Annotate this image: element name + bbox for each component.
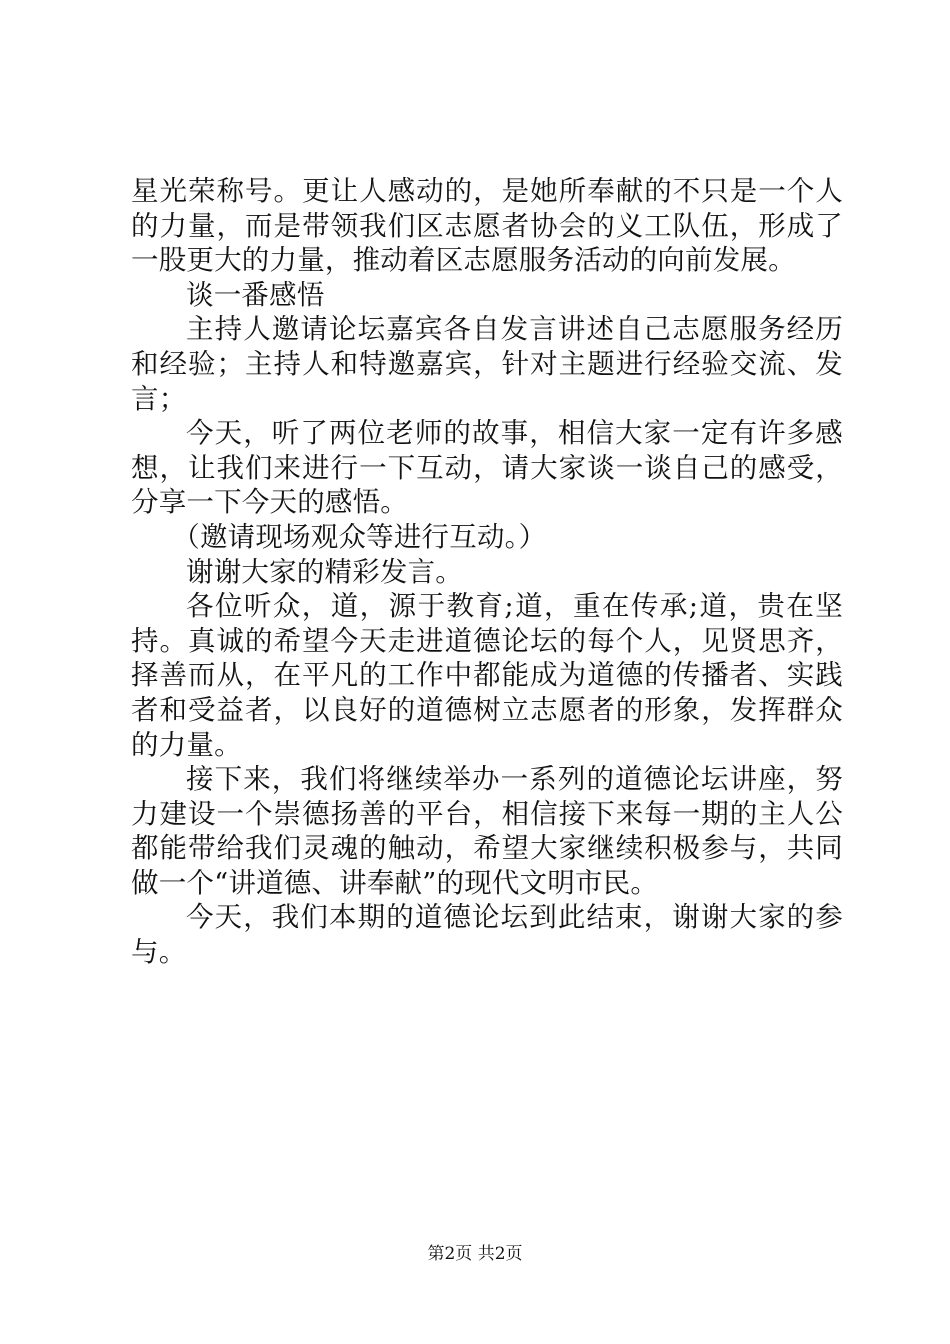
paragraph: 接下来，我们将继续举办一系列的道德论坛讲座，努力建设一个崇德扬善的平台，相信接下来每一期的主人公都能带给我们灵魂的触动，希望大家继续积极参与，共同做一个“讲道德、讲奉献”的现代文明市民。	[131, 763, 843, 899]
paragraph: 今天，我们本期的道德论坛到此结束，谢谢大家的参与。	[131, 901, 843, 969]
document-body	[131, 174, 843, 970]
section-heading: 谈一番感悟	[186, 278, 325, 311]
paragraph: 谢谢大家的精彩发言。	[186, 555, 463, 588]
paragraph-continuation: 星光荣称号。更让人感动的，是她所奉献的不只是一个人的力量，而是带领我们区志愿者协会的义工队伍，形成了一股更大的力量，推动着区志愿服务活动的向前发展。	[131, 175, 843, 277]
paragraph-note: （邀请现场观众等进行互动。）	[172, 520, 547, 553]
page-number: 第2页 共2页	[427, 1244, 523, 1264]
paragraph: 今天，听了两位老师的故事，相信大家一定有许多感想，让我们来进行一下互动，请大家谈一谈自己的感受，分享一下今天的感悟。	[131, 417, 843, 519]
paragraph: 各位听众，道，源于教育;道，重在传承;道，贵在坚持。真诚的希望今天走进道德论坛的每个人，见贤思齐，择善而从，在平凡的工作中都能成为道德的传播者、实践者和受益者，以良好的道德树立志愿者的形象，发挥群众的力量。	[131, 590, 843, 761]
paragraph: 主持人邀请论坛嘉宾各自发言讲述自己志愿服务经历和经验；主持人和特邀嘉宾，针对主题进行经验交流、发言；	[131, 313, 843, 415]
page-footer	[0, 1244, 950, 1264]
